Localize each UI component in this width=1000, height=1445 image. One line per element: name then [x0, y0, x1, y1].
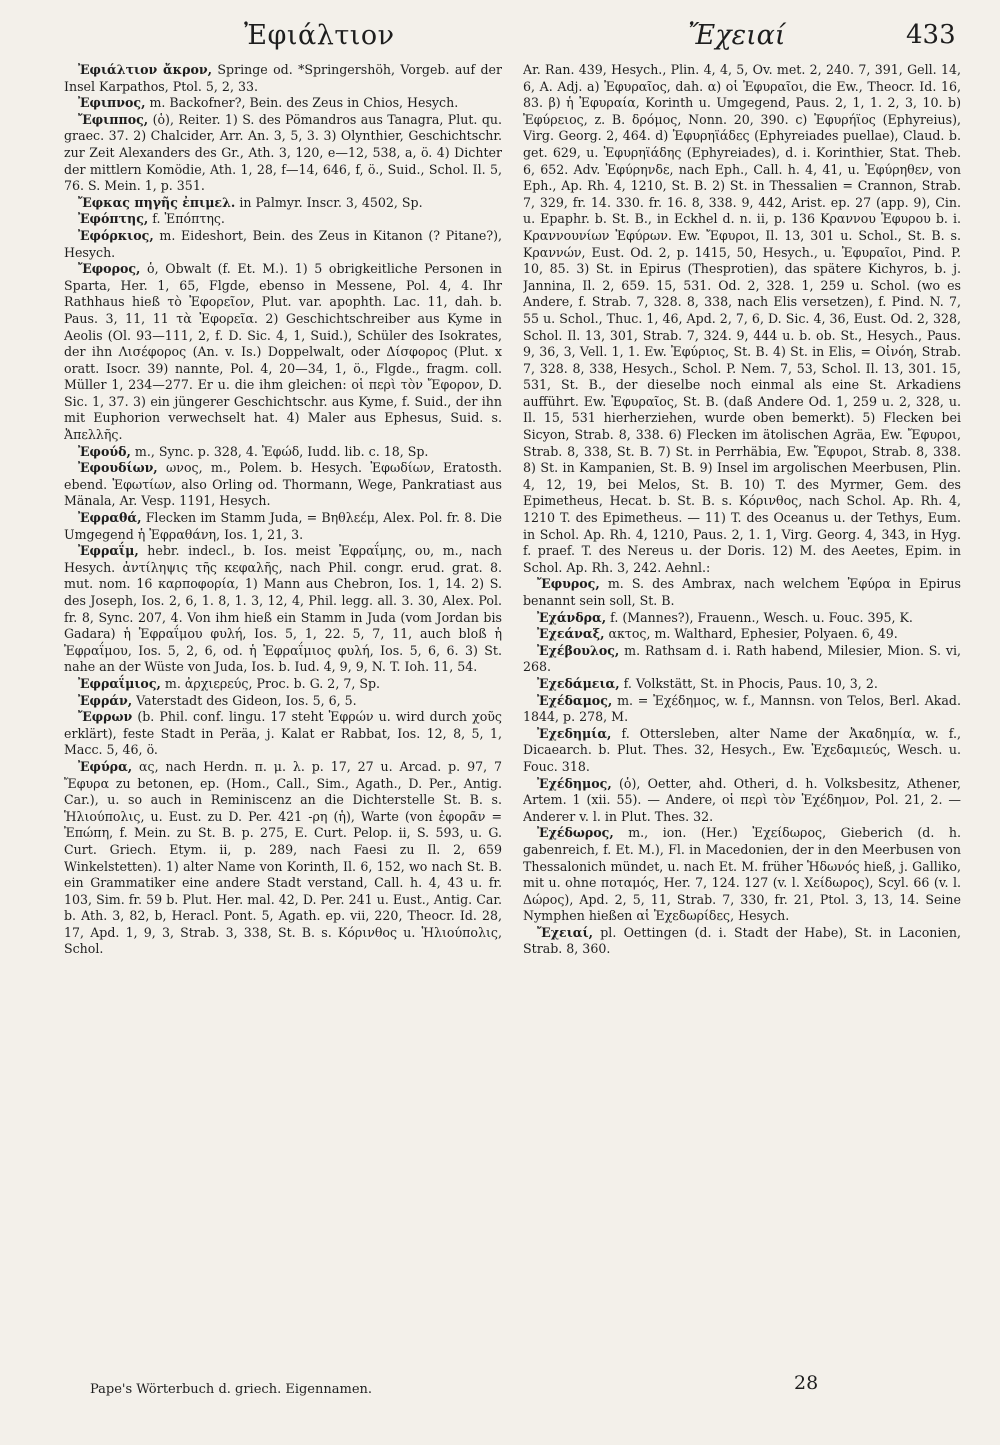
page-header	[0, 18, 1000, 58]
dictionary-entry	[64, 195, 502, 212]
entry-headword: Ἔχειαί,	[537, 924, 593, 940]
entry-headword: Ἐχεδάμεια,	[537, 675, 620, 691]
entry-text: m. S. des Ambrax, nach welchem Ἐφύρα in Epirus benannt sein soll, St. B.	[523, 576, 961, 608]
dictionary-entry	[523, 825, 961, 925]
entry-text: m. Rathsam d. i. Rath habend, Milesier, Mion. S. vi, 268.	[523, 642, 961, 675]
dictionary-entry	[64, 62, 502, 95]
page-number: 433	[906, 20, 956, 50]
entry-text: m. Backofner?, Bein. des Zeus in Chios, Hesych.	[149, 95, 459, 111]
dictionary-entry	[523, 726, 961, 776]
entry-headword: Ἐχέδωρος,	[537, 825, 614, 841]
entry-text: f. Volkstätt, St. in Phocis, Paus. 10, 3, 2.	[623, 675, 878, 691]
entry-headword: Ἐχεδημία,	[537, 725, 612, 741]
entry-headword: Ἐφουδίων,	[78, 460, 158, 476]
dictionary-entry	[64, 510, 502, 543]
entry-text: m. Eideshort, Bein. des Zeus in Kitanon (? Pitane?), Hesych.	[64, 227, 502, 260]
entry-headword: Ἐχεάναξ,	[537, 626, 605, 642]
entry-text: Flecken im Stamm Juda, = Βηθλεέμ, Alex. Pol. fr. 8. Die Umgegend ἡ Ἐφραθάνη, Ios. 1, 21, 3.	[64, 510, 502, 542]
dictionary-entry	[523, 776, 961, 826]
entry-headword: Ἐφραΐμ,	[78, 543, 139, 559]
dictionary-entry	[523, 925, 961, 958]
running-head-left: Ἐφιάλτιον	[244, 20, 395, 51]
entry-headword: Ἐφιάλτιον ἄκρον,	[78, 62, 213, 77]
dictionary-entry	[64, 676, 502, 693]
entry-text: Springe od. *Springershöh, Vorgeb. auf der Insel Karpathos, Ptol. 5, 2, 33.	[64, 62, 502, 94]
entry-text: pl. Oettingen (d. i. Stadt der Habe), St. in Laconien, Strab. 8, 360.	[523, 924, 961, 957]
entry-headword: Ἔφκας πηγῆς ἐπιμελ.	[78, 194, 236, 210]
entry-text: m., Sync. p. 328, 4. Ἐφώδ, Iudd. lib. c. 18, Sp.	[134, 443, 429, 459]
dictionary-entry	[523, 676, 961, 693]
entry-text: ὁ, Obwalt (f. Et. M.). 1) 5 obrigkeitliche Personen in Sparta, Her. 1, 65, Flgde, ebenso in Messene, Pol. 4, 4. Ihr Rathhaus hieß τὸ Ἐφορεῖον, Plut. var. apophth. Lac. 11, dah. b. Paus. 3, 11, 11 τὰ Ἐφορεῖα. 2) Geschichtschreiber aus Kyme in Aeolis (Ol. 93—111, 2, f. D. Sic. 4, 1, Suid.), Schüler des Isokrates, der ihn Λισέφορος (An. v. Is.) Doppelwalt, oder Δίσφορος (Plut. x oratt. Isocr. 39) nannte, Pol. 4, 20—34, 1, ö., Flgde., fragm. coll. Müller 1, 234—277. Er u. die ihm gleichen: οἱ περὶ τὸν Ἔφορον, D. Sic. 1, 37. 3) ein jüngerer Geschichtschr. aus Kyme, f. Suid., der ihn mit Euphorion verwechselt hat. 4) Maler aus Ephesus, Suid. s. Ἀπελλῆς.	[64, 261, 502, 443]
entry-text: (ὁ), Oetter, ahd. Otheri, d. h. Volksbesitz, Athener, Artem. 1 (xii. 55). — Andere, οἱ περὶ τὸν Ἐχέδημον, Pol. 21, 2. — Anderer v. l. in Plut. Thes. 32.	[523, 775, 961, 824]
dictionary-entry	[64, 693, 502, 710]
entry-headword: Ἔφορος,	[78, 261, 141, 277]
entry-text: ωνος, m., Polem. b. Hesych. Ἐφωδίων, Eratosth. ebend. Ἐφωτίων, also Orling od. Thormann, Wege, Pankratiast aus Mänala, Ar. Vesp. 1191, Hesych.	[64, 460, 502, 509]
footer-title: Pape's Wörterbuch d. griech. Eigennamen.	[90, 1382, 373, 1397]
dictionary-entry	[64, 95, 502, 112]
running-head-right: Ἔχειαί	[688, 20, 786, 51]
dictionary-entry	[523, 643, 961, 676]
entry-text: ακτος, m. Walthard, Ephesier, Polyaen. 6, 49.	[608, 626, 898, 642]
dictionary-entry	[523, 576, 961, 609]
entry-headword: Ἐχάνδρα,	[537, 609, 607, 625]
entry-headword: Ἐχέδαμος,	[537, 692, 613, 708]
dictionary-entry	[64, 460, 502, 510]
entry-headword: Ἐφόρκιος,	[78, 227, 154, 243]
entry-headword: Ἐφραΐμιος,	[78, 675, 161, 691]
entry-text: in Palmyr. Inscr. 3, 4502, Sp.	[239, 194, 423, 210]
entry-headword: Ἔφυρος,	[537, 576, 600, 592]
entry-text: Vaterstadt des Gideon, Ios. 5, 6, 5.	[136, 692, 357, 708]
dictionary-entry	[64, 444, 502, 461]
dictionary-entry	[523, 626, 961, 643]
dictionary-entry	[64, 228, 502, 261]
entry-headword: Ἐφόπτης,	[78, 211, 149, 227]
entry-text: Ar. Ran. 439, Hesych., Plin. 4, 4, 5, Ov. met. 2, 240. 7, 391, Gell. 14, 6, A. Adj. a) Ἐφυραῖος, dah. α) οἱ Ἐφυραῖοι, die Ew., Theocr. Id. 16, 83. β) ἡ Ἐφυραία, Korinth u. Umgegend, Paus. 2, 1, 1. 2, 3, 10. b) Ἐφύρειος, z. B. δρόμος, Nonn. 20, 390. c) Ἐφυρήϊος (Ephyreius), Virg. Georg. 2, 464. d) Ἐφυρηϊάδες (Ephyreiades puellae), Claud. b. get. 629, u. Ἐφυρηϊάδης (Ephyreiades), d. i. Korinthier, Stat. Theb. 6, 652. Adv. Ἐφύρηνδε, nach Eph., Call. h. 4, 41, u. Ἐφύρηθεν, von Eph., Ap. Rh. 4, 1210, St. B. 2) St. in Thessalien = Crannon, Strab. 7, 329, fr. 14. 330. fr. 16. 8, 338. 9, 442, Arist. ep. 27 (app. 9), Cin. u. Epaphr. b. St. B., in Eckhel d. n. ii, p. 136 Κραννου Ἐφυρου b. i. Κραννουνίων Ἐφύρων. Ew. Ἔφυροι, Il. 13, 301 u. Schol., St. B. s. Κραννών, Eust. Od. 2, p. 1415, 50, Hesych., u. Ἐφυραῖοι, Pind. P. 10, 85. 3) St. in Epirus (Thesprotien), das spätere Kichyros, b. j. Jannina, Il. 2, 659. 15, 531. Od. 2, 328. 1, 259 u. Schol. (wo es Andere, f. Strab. 7, 328. 8, 338, nach Elis versetzen), f. Pind. N. 7, 55 u. Schol., Thuc. 1, 46, Apd. 2, 7, 6, D. Sic. 4, 36, Eust. Od. 2, 328, Schol. Il. 13, 301, Strab. 7, 324. 9, 444 u. b. ob. St., Hesych., Paus. 9, 36, 3, Vell. 1, 1. Ew. Ἐφύριος, St. B. 4) St. in Elis, = Οἰνόη, Strab. 7, 328. 8, 338, Hesych., Schol. P. Nem. 7, 53, Schol. Il. 13, 301. 15, 531, St. B., der dieselbe noch einmal als eine St. Arkadiens aufführt. Ew. Ἐφυραῖος, St. B. (daß Andere Od. 1, 259 u. 2, 328, u. Il. 15, 531 hierherziehen, wurde oben bemerkt). 5) Flecken bei Sicyon, Strab. 8, 338. 6) Flecken im ätolischen Agräa, Ew. Ἔφυροι, Strab. 8, 338, St. B. 7) St. in Perrhäbia, Ew. Ἔφυροι, Strab. 8, 338. 8) St. in Kampanien, St. B. 9) Insel im argolischen Meerbusen, Plin. 4, 12, 19, bei Melos, St. B. 10) T. des Myrmer, Gem. des Epimetheus, Hecat. b. St. B. s. Κόρινθος, nach Schol. Ap. Rh. 4, 1210 T. des Epimetheus. — 11) T. des Oceanus u. der Tethys, Eum. in Schol. Ap. Rh. 4, 1210, Paus. 2, 1. 1, Virg. Georg. 4, 343, in Hyg. f. praef. T. des Nereus u. der Doris. 12) M. des Aeetes, Epim. in Schol. Ap. Rh. 3, 242. Aehnl.:	[523, 62, 961, 575]
entry-text: m. ἀρχιερεύς, Proc. b. G. 2, 7, Sp.	[164, 675, 381, 691]
dictionary-entry	[523, 693, 961, 726]
entry-text: m., ion. (Her.) Ἐχείδωρος, Gieberich (d. h. gabenreich, f. Et. M.), Fl. in Macedonien, der in den Meerbusen von Thessalonich mündet, u. nach Et. M. früher Ἡδωνός hieß, j. Galliko, mit u. ohne ποταμός, Her. 7, 124. 127 (v. l. Χείδωρος), Scyl. 66 (v. l. Δώρος), Apd. 2, 5, 11, Strab. 7, 330, fr. 21, Ptol. 3, 13, 14. Seine Nymphen hießen αἱ Ἐχεδωρίδες, Hesych.	[523, 825, 961, 924]
entry-headword: Ἐφούδ,	[78, 443, 131, 459]
entry-text: ας, nach Herdn. π. μ. λ. p. 17, 27 u. Arcad. p. 97, 7 Ἔφυρα zu betonen, ep. (Hom., Call., Sim., Agath., D. Per., Antig. Car.), u. so auch in Reminiscenz an die Dichterstelle St. B. s. Ἡλιούπολις, u. Eust. zu D. Per. 421 -ρη (ἡ), Warte (von ἐφορᾶν = Ἐπώπη, f. Mein. zu St. B. p. 275, E. Curt. Pelop. ii, S. 593, u. G. Curt. Griech. Etym. ii, p. 289, nach Faesi zu Il. 2, 659 Winkelstetten). 1) alter Name von Korinth, Il. 6, 152, wo nach St. B. ein Grammatiker eine andere Stadt verstand, Call. h. 4, 43 u. fr. 103, Sim. fr. 59 b. Plut. Her. mal. 42, D. Per. 241 u. Eust., Antig. Car. b. Ath. 3, 82, b, Heracl. Pont. 5, Agath. ep. vii, 220, Theocr. Id. 28, 17, Apd. 1, 9, 3, Strab. 3, 338, St. B. s. Κόρινθος u. Ἡλιούπολις, Schol.	[64, 758, 502, 957]
entry-text: hebr. indecl., b. Ios. meist Ἐφραΐμης, ου, m., nach Hesych. ἀντίληψις τῆς κεφαλῆς, nach Phil. congr. erud. grat. 8. mut. nom. 16 καρποφορία, 1) Mann aus Chebron, Ios. 1, 14. 2) S. des Joseph, Ios. 2, 6, 1. 8, 1. 3, 12, 4, Phil. legg. all. 3. 30, Alex. Pol. fr. 8, Sync. 207, 4. Von ihm hieß ein Stamm in Juda (vom Jordan bis Gadara) ἡ Ἐφραΐμου φυλή, Ios. 5, 1, 22. 5, 7, 11, auch bloß ἡ Ἐφραΐμου, Ios. 5, 2, 6, od. ἡ Ἐφραΐμιος φυλή, Ios. 5, 6, 6. 3) St. nahe an der Wüste von Juda, Ios. b. Iud. 4, 9, 9, N. T. Ioh. 11, 54.	[64, 543, 502, 675]
entry-text: (ὁ), Reiter. 1) S. des Pömandros aus Tanagra, Plut. qu. graec. 37. 2) Chalcider, Arr. An. 3, 5, 3. 3) Olynthier, Geschichtschr. zur Zeit Alexanders des Gr., Ath. 3, 120, e—12, 538, a, ö. 4) Dichter der mittlern Komödie, Ath. 1, 28, f—14, 646, f, ö., Suid., Schol. Il. 5, 76. S. Mein. 1, p. 351.	[64, 111, 502, 194]
entry-headword: Ἐχέβουλος,	[537, 642, 620, 658]
entry-headword: Ἐφύρα,	[78, 758, 133, 774]
left-column	[64, 62, 502, 1374]
entry-headword: Ἐχέδημος,	[537, 775, 612, 791]
entry-text: (b. Phil. conf. lingu. 17 steht Ἐφρών u. wird durch χοῦς erklärt), feste Stadt in Peräa, j. Kalat er Rabbat, Ios. 12, 8, 5, 1, Macc. 5, 46, ö.	[64, 709, 502, 758]
dictionary-entry	[64, 759, 502, 958]
sheet-signature: 28	[794, 1372, 819, 1394]
dictionary-entry	[64, 261, 502, 444]
dictionary-entry	[64, 112, 502, 195]
entry-headword: Ἐφιπνος,	[78, 95, 146, 111]
entry-headword: Ἐφραθά,	[78, 510, 142, 526]
dictionary-entry	[523, 610, 961, 627]
dictionary-entry	[64, 709, 502, 759]
entry-text: f. (Mannes?), Frauenn., Wesch. u. Fouc. 395, K.	[610, 609, 913, 625]
entry-text: f. Ottersleben, alter Name der Ἀκαδημία, w. f., Dicaearch. b. Plut. Thes. 32, Hesych., Ew. Ἐχεδαμιεύς, Wesch. u. Fouc. 318.	[523, 725, 961, 774]
dictionary-entry	[64, 543, 502, 676]
dictionary-entry	[523, 62, 961, 576]
entry-text: f. Ἐπόπτης.	[152, 211, 225, 227]
entry-headword: Ἔφρων	[78, 709, 133, 725]
entry-text: m. = Ἐχέδημος, w. f., Mannsn. von Telos, Berl. Akad. 1844, p. 278, M.	[523, 692, 961, 725]
entry-headword: Ἐφράν,	[78, 692, 133, 708]
right-column	[523, 62, 961, 1374]
dictionary-entry	[64, 211, 502, 228]
entry-headword: Ἔφιππος,	[78, 111, 149, 127]
